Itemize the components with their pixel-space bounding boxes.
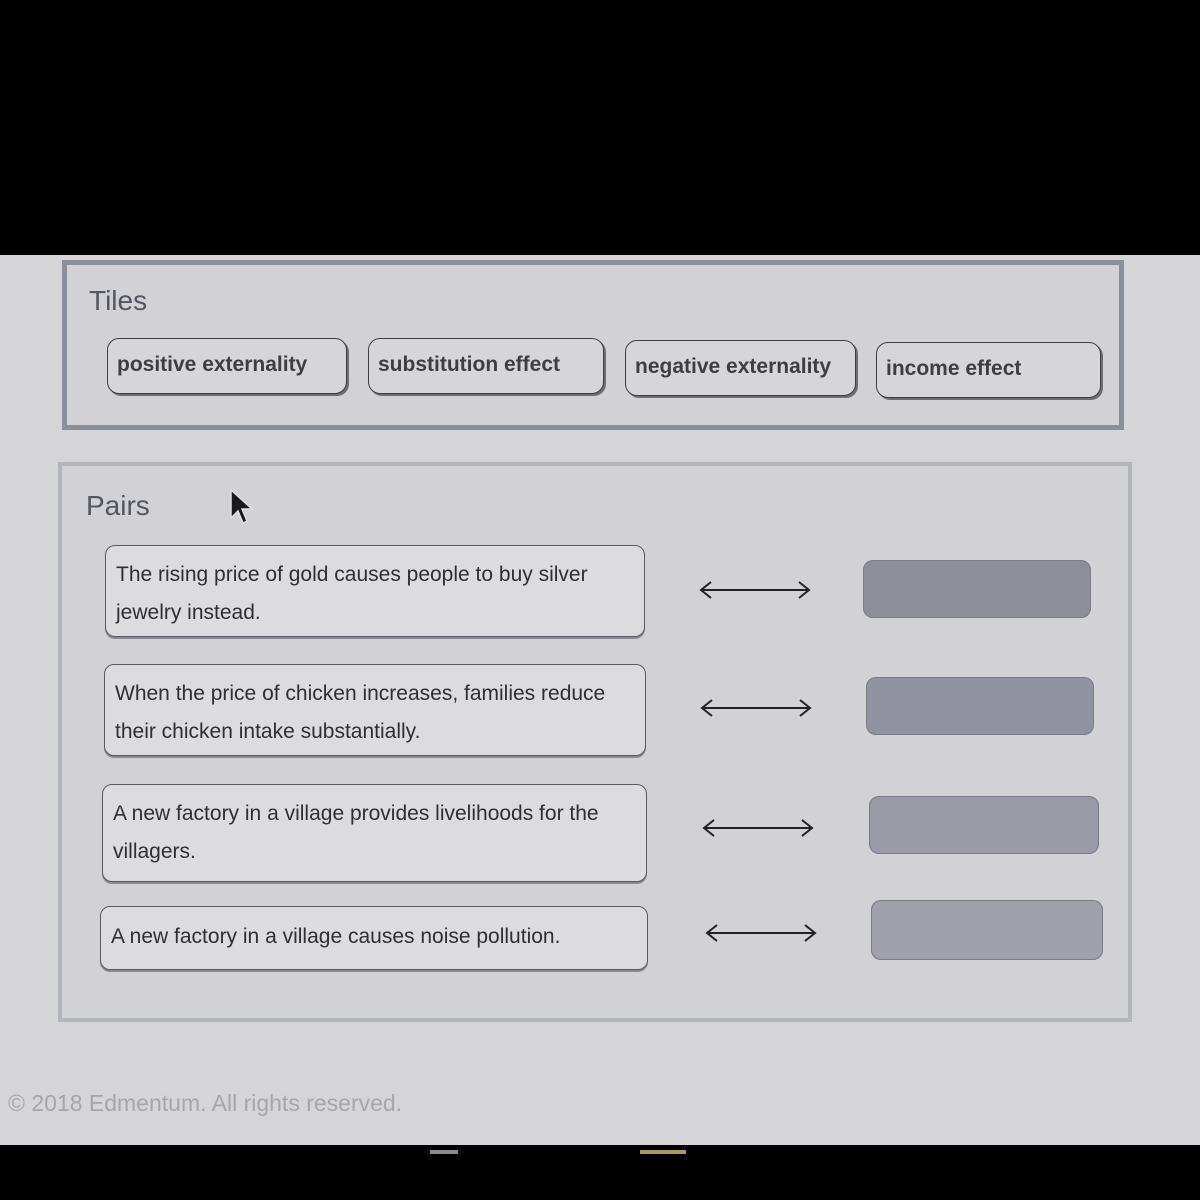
double-arrow-icon: [700, 817, 816, 839]
pair-dropzone-2[interactable]: [866, 677, 1094, 735]
pair-statement-1: The rising price of gold causes people to buy silver jewelry instead.: [105, 545, 645, 637]
pair-dropzone-4[interactable]: [871, 900, 1103, 960]
double-arrow-icon: [703, 922, 819, 944]
double-arrow-icon: [697, 579, 813, 601]
tile-income-effect[interactable]: income effect: [876, 342, 1101, 398]
mouse-cursor-icon: [228, 488, 254, 526]
copyright-footer: © 2018 Edmentum. All rights reserved.: [8, 1090, 403, 1116]
tile-negative-externality[interactable]: negative externality: [625, 340, 856, 396]
tile-positive-externality[interactable]: positive externality: [107, 338, 347, 394]
pair-statement-4: A new factory in a village causes noise pollution.: [100, 906, 648, 970]
pair-dropzone-1[interactable]: [863, 560, 1091, 618]
pair-statement-3: A new factory in a village provides livelihoods for the villagers.: [102, 784, 647, 882]
taskbar-indicator: [640, 1150, 686, 1154]
pairs-title: Pairs: [86, 490, 150, 521]
tiles-title: Tiles: [89, 285, 148, 316]
pair-statement-2: When the price of chicken increases, families reduce their chicken intake substantially.: [104, 664, 646, 756]
screen-bezel: [0, 1145, 1200, 1200]
pair-dropzone-3[interactable]: [869, 796, 1099, 854]
double-arrow-icon: [698, 697, 814, 719]
taskbar-indicator: [430, 1150, 458, 1154]
tile-substitution-effect[interactable]: substitution effect: [368, 338, 604, 394]
